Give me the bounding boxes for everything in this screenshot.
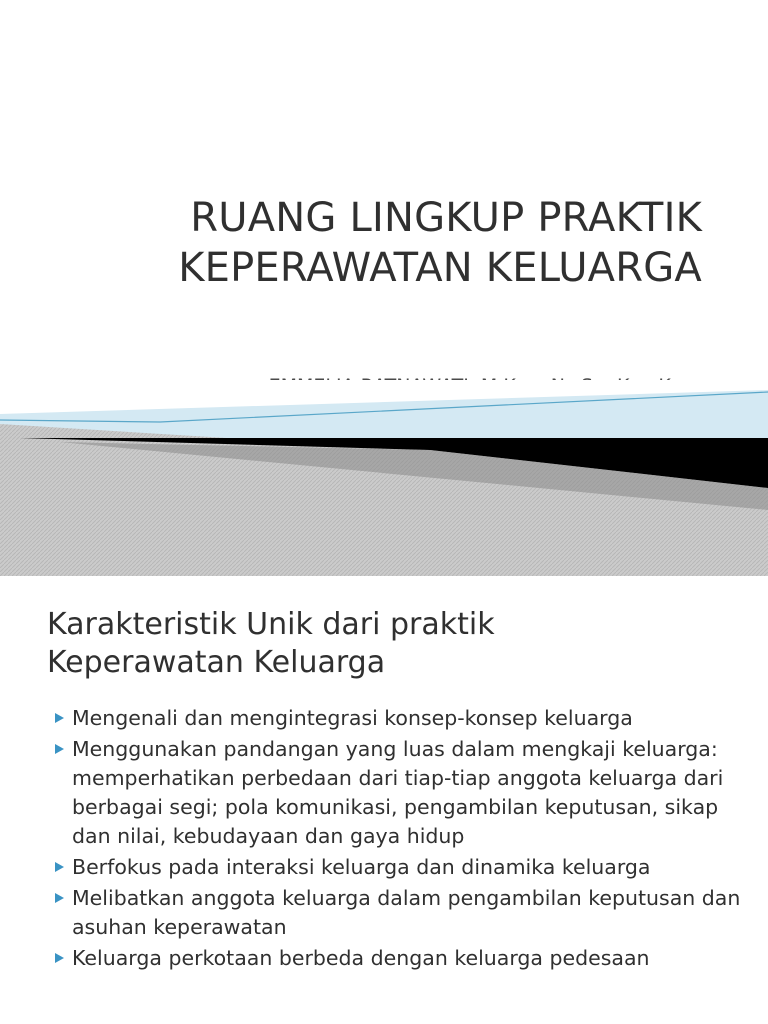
bullet-item [52, 704, 752, 733]
slide-title-line-1: RUANG LINGKUP PRAKTIK [190, 195, 702, 241]
content-heading-line-1: Karakteristik Unik dari praktik [47, 607, 495, 642]
bullet-list [52, 704, 752, 975]
decorative-band [0, 380, 768, 576]
bullet-item [52, 853, 752, 882]
bullet-item [52, 944, 752, 973]
bullet-text: Melibatkan anggota keluarga dalam pengambilan keputusan dan asuhan keperawatan [72, 886, 741, 939]
slide-title [62, 193, 702, 293]
content-heading [47, 606, 747, 682]
triangle-right-icon [55, 884, 67, 913]
triangle-right-icon [55, 704, 67, 733]
triangle-right-icon [55, 735, 67, 764]
bullet-text: Keluarga perkotaan berbeda dengan keluarga pedesaan [72, 946, 650, 970]
content-heading-line-2: Keperawatan Keluarga [47, 645, 386, 680]
bullet-text: Mengenali dan mengintegrasi konsep-konsep keluarga [72, 706, 633, 730]
triangle-right-icon [55, 944, 67, 973]
triangle-right-icon [55, 853, 67, 882]
bullet-item [52, 884, 752, 942]
bullet-text: Menggunakan pandangan yang luas dalam mengkaji keluarga: memperhatikan perbedaan dari tiap-tiap anggota keluarga dari berbagai segi; pola komunikasi, pengambilan keputusan, sikap dan nilai, kebudayaan dan gaya hidup [72, 737, 724, 848]
slide-title-line-2: KEPERAWATAN KELUARGA [178, 245, 702, 291]
content-slide [0, 576, 768, 1024]
bullet-item [52, 735, 752, 851]
bullet-text: Berfokus pada interaksi keluarga dan dinamika keluarga [72, 855, 651, 879]
